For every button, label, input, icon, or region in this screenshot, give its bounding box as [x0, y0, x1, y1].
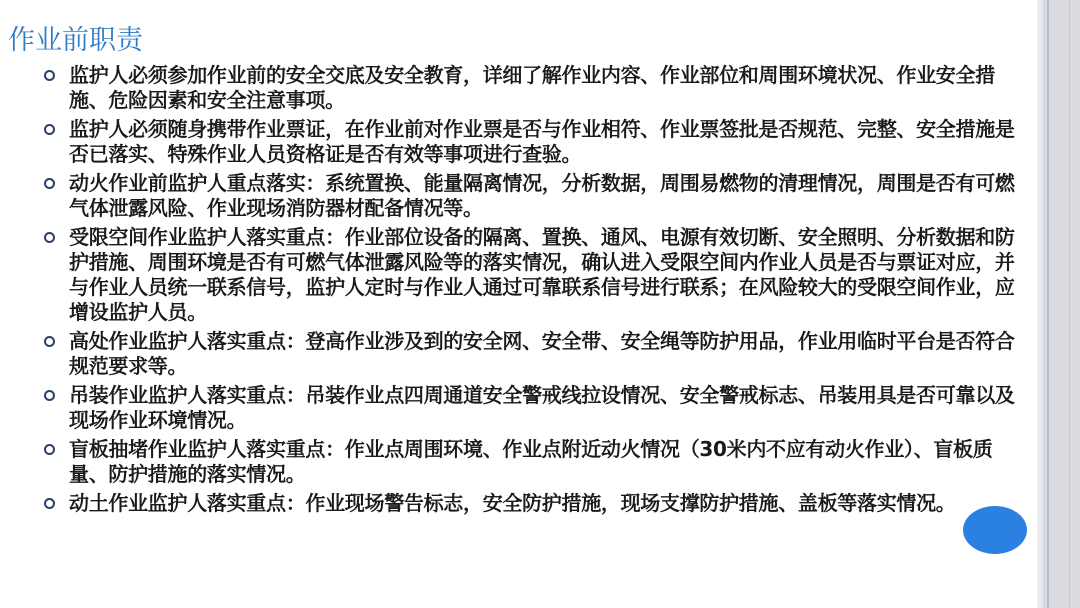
list-item: [42, 63, 1027, 113]
bullet-list: [42, 63, 1027, 520]
bullet-icon: [44, 232, 55, 243]
list-item-text: 监护人必须随身携带作业票证，在作业前对作业票是否与作业相符、作业票签批是否规范、完整、安全措施是否已落实、特殊作业人员资格证是否有效等事项进行查验。: [69, 117, 1015, 166]
window-edge-line: [1069, 0, 1070, 608]
list-item-text: 盲板抽堵作业监护人落实重点：作业点周围环境、作业点附近动火情况（30米内不应有动火作业）、盲板质量、防护措施的落实情况。: [69, 437, 993, 486]
list-item: [42, 117, 1027, 167]
touch-pointer-indicator[interactable]: [963, 506, 1027, 554]
list-item-text: 高处作业监护人落实重点：登高作业涉及到的安全网、安全带、安全绳等防护用品，作业用临时平台是否符合规范要求等。: [69, 329, 1015, 378]
bullet-icon: [44, 498, 55, 509]
bullet-icon: [44, 70, 55, 81]
bullet-icon: [44, 124, 55, 135]
list-item: [42, 491, 1027, 516]
list-item-text: 动土作业监护人落实重点：作业现场警告标志，安全防护措施，现场支撑防护措施、盖板等落实情况。: [69, 491, 956, 515]
list-item: [42, 171, 1027, 221]
bullet-icon: [44, 390, 55, 401]
bullet-icon: [44, 178, 55, 189]
list-item: [42, 329, 1027, 379]
list-item-text: 受限空间作业监护人落实重点：作业部位设备的隔离、置换、通风、电源有效切断、安全照明、分析数据和防护措施、周围环境是否有可燃气体泄露风险等的落实情况，确认进入受限空间内作业人员是否与票证对应，并与作业人员统一联系信号，监护人定时与作业人通过可靠联系信号进行联系；在风险较大的受限空间作业，应增设监护人员。: [69, 225, 1015, 324]
window-edge-strip: [1037, 0, 1080, 608]
list-item: [42, 437, 1027, 487]
list-item-text: 动火作业前监护人重点落实：系统置换、能量隔离情况，分析数据，周围易燃物的清理情况，周围是否有可燃气体泄露风险、作业现场消防器材配备情况等。: [69, 171, 1015, 220]
bullet-icon: [44, 336, 55, 347]
slide-title: 作业前职责: [8, 25, 143, 56]
list-item: [42, 225, 1027, 325]
window-edge-line: [1047, 0, 1049, 608]
list-item-text: 监护人必须参加作业前的安全交底及安全教育，详细了解作业内容、作业部位和周围环境状况、作业安全措施、危险因素和安全注意事项。: [69, 63, 995, 112]
bullet-icon: [44, 444, 55, 455]
list-item-text: 吊装作业监护人落实重点：吊装作业点四周通道安全警戒线拉设情况、安全警戒标志、吊装用具是否可靠以及现场作业环境情况。: [69, 383, 1015, 432]
list-item: [42, 383, 1027, 433]
